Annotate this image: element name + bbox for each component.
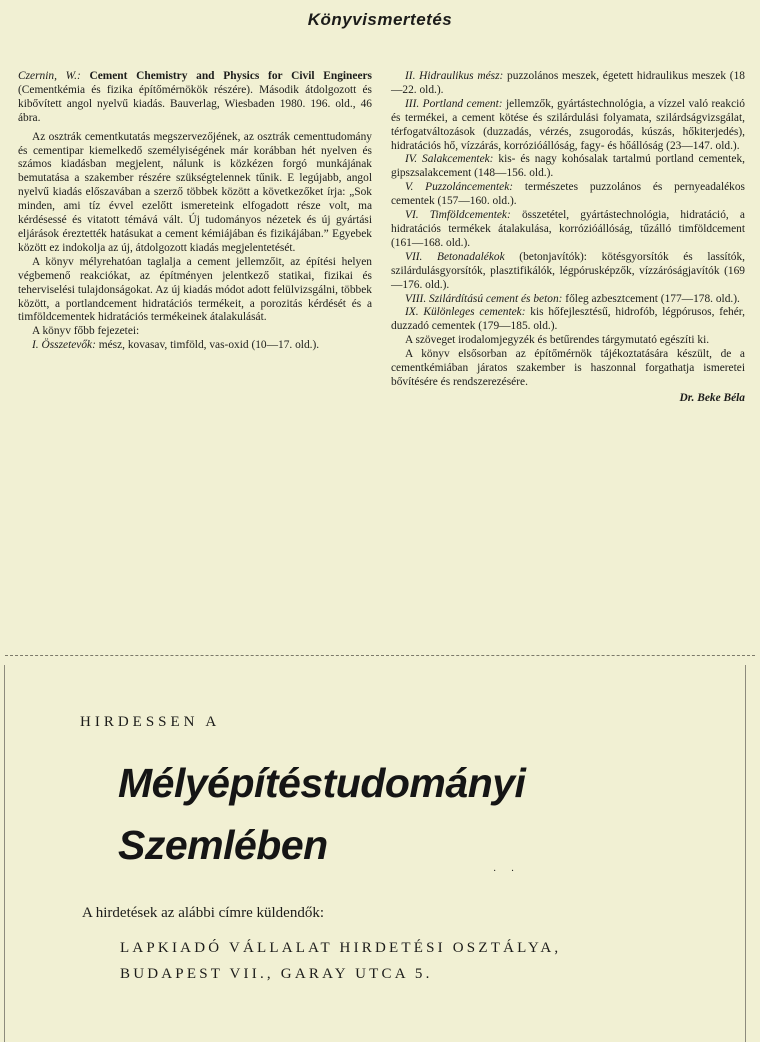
- citation-details: (Cementkémia és fizika építőmérnökök részére). Második átdolgozott és kibővített angol nyelvű kiadás. Bauverlag, Wiesbaden 1980. 196. old., 46 ábra.: [18, 83, 372, 124]
- chapter-label: V. Puzzoláncementek:: [405, 181, 514, 194]
- chapter-text: jellemzők, gyártástechnológia, a vízzel való reakció és termékei, a cement kötése és szilárdulási folyamata, szilárdságvizsgálat, térfogatváltozások (duzzadás, vérzés, zsugorodás, kúszás, hőkiterjedés), hidratációs hő, vízzárás, korrózióállóság, fagy- és hőállóság (23—147. old.).: [391, 97, 745, 152]
- citation-author: Czernin, W.:: [18, 70, 81, 82]
- chapter-label: VII. Betonadalékok: [405, 250, 505, 263]
- chapter-8: [391, 293, 745, 307]
- chapter-3: [391, 98, 745, 154]
- ad-lead-text: HIRDESSEN A: [80, 714, 221, 730]
- chapter-label: I. Összetevők:: [32, 339, 96, 352]
- chapter-text: mész, kovasav, timföld, vas-oxid (10—17. old.).: [98, 339, 320, 352]
- chapter-1: [18, 339, 372, 353]
- review-closing-1: A szöveget irodalomjegyzék és betűrendes tárgymutató egészíti ki.: [405, 334, 710, 347]
- review-closing-2: A könyv elsősorban az építőmérnök tájékoztatására készült, de a cementkémiában járatos szakember is haszonnal forgathatja ismeretei bővítésére és rendszerezésére.: [391, 348, 745, 388]
- chapter-text: természetes puzzolános és pernyeadalékos cementek (157—160. old.).: [391, 181, 745, 208]
- chapter-5: [391, 181, 745, 209]
- review-paragraph-2: A könyv mélyrehatóan taglalja a cement jellemzőit, az építési helyen végbemenő reakciókat, az építményen jelentkező statikai, fizikai és teherviselési tulajdonságokat. Az új kiadás módot adott felülvizsgálni, többek között, a portlandcement hidratációs termékeit, a porozitás kérdését és a timföldcementek hidratációs termékeinek átalakulását.: [18, 255, 372, 324]
- ad-journal-title-line1: Mélyépítéstudományi: [118, 760, 526, 806]
- section-header: Könyvismertetés: [307, 10, 453, 29]
- ad-address-line1: LAPKIADÓ VÁLLALAT HIRDETÉSI OSZTÁLYA,: [120, 940, 562, 956]
- chapter-label: IV. Salakcementek:: [405, 153, 494, 166]
- review-column-left: [18, 70, 372, 353]
- section-divider: [5, 655, 755, 662]
- chapter-label: III. Portland cement:: [405, 97, 503, 110]
- chapter-6: [391, 209, 745, 251]
- review-paragraph-1: Az osztrák cementkutatás megszervezőjének, az osztrák cementtudomány és cementipar kiemelkedő személyiségének már korábban hét nyelven és számos kiadásban megjelent, nálunk is közkézen forgó munkájának bemutatása a szakember részére szükségtelennek tűnik. E legújabb, angol nyelvű kiadás előszavában a szerző többek között a következőket írja: „Sok minden, ami tíz évvel ezelőtt ismereteink elfogadott része volt, ma kérdésessé és vitatott témává vált. Új tudományos nézetek és új gyártási eljárások éreztették hatásukat a cement kémiájában és fizikájában.” Egyebek között ez indokolja az új, átdolgozott kiadás megjelentetését.: [18, 130, 372, 254]
- chapter-label: VI. Timföldcementek:: [405, 209, 511, 222]
- chapter-9: [391, 306, 745, 334]
- book-citation: [18, 70, 372, 126]
- review-column-right: [391, 70, 745, 406]
- reviewer-signature: Dr. Beke Béla: [679, 391, 745, 404]
- chapter-4: [391, 153, 745, 181]
- chapter-label: II. Hidraulikus mész:: [405, 70, 504, 82]
- chapter-7: [391, 251, 745, 293]
- ad-address-line2: BUDAPEST VII., GARAY UTCA 5.: [120, 966, 433, 982]
- chapter-text: összetétel, gyártástechnológia, hidratáció, a hidratációs termékek átalakulása, korrózióállóság, tűzálló timföldcement (161—168. old.).: [391, 209, 745, 249]
- chapter-text: (betonjavítók): kötésgyorsítók és lassítók, szilárdulásgyorsítók, plasztifikálók, légpórusképzők, vízzáróságjavítók (169—176. old.).: [391, 250, 745, 291]
- print-specks: · ·: [493, 866, 521, 877]
- chapter-text: puzzolános meszek, égetett hidraulikus meszek (18—22. old.).: [391, 70, 745, 96]
- ad-journal-title-line2: Szemlében: [118, 822, 328, 868]
- chapter-text: főleg azbesztcement (177—178. old.).: [565, 292, 740, 305]
- chapter-label: IX. Különleges cementek:: [405, 306, 526, 319]
- review-paragraph-3: A könyv főbb fejezetei:: [32, 325, 140, 338]
- citation-title: Cement Chemistry and Physics for Civil Engineers: [89, 70, 372, 82]
- ad-note: A hirdetések az alábbi címre küldendők:: [82, 905, 324, 921]
- chapter-text: kis- és nagy kohósalak tartalmú portland cementek, gipszsalakcement (148—156. old.).: [391, 153, 745, 180]
- chapter-label: VIII. Szilárdítású cement és beton:: [405, 292, 563, 305]
- chapter-2: [391, 70, 745, 98]
- chapter-text: kis hőfejlesztésű, hidrofób, légpórusos, fehér, duzzadó cementek (179—185. old.).: [391, 306, 745, 333]
